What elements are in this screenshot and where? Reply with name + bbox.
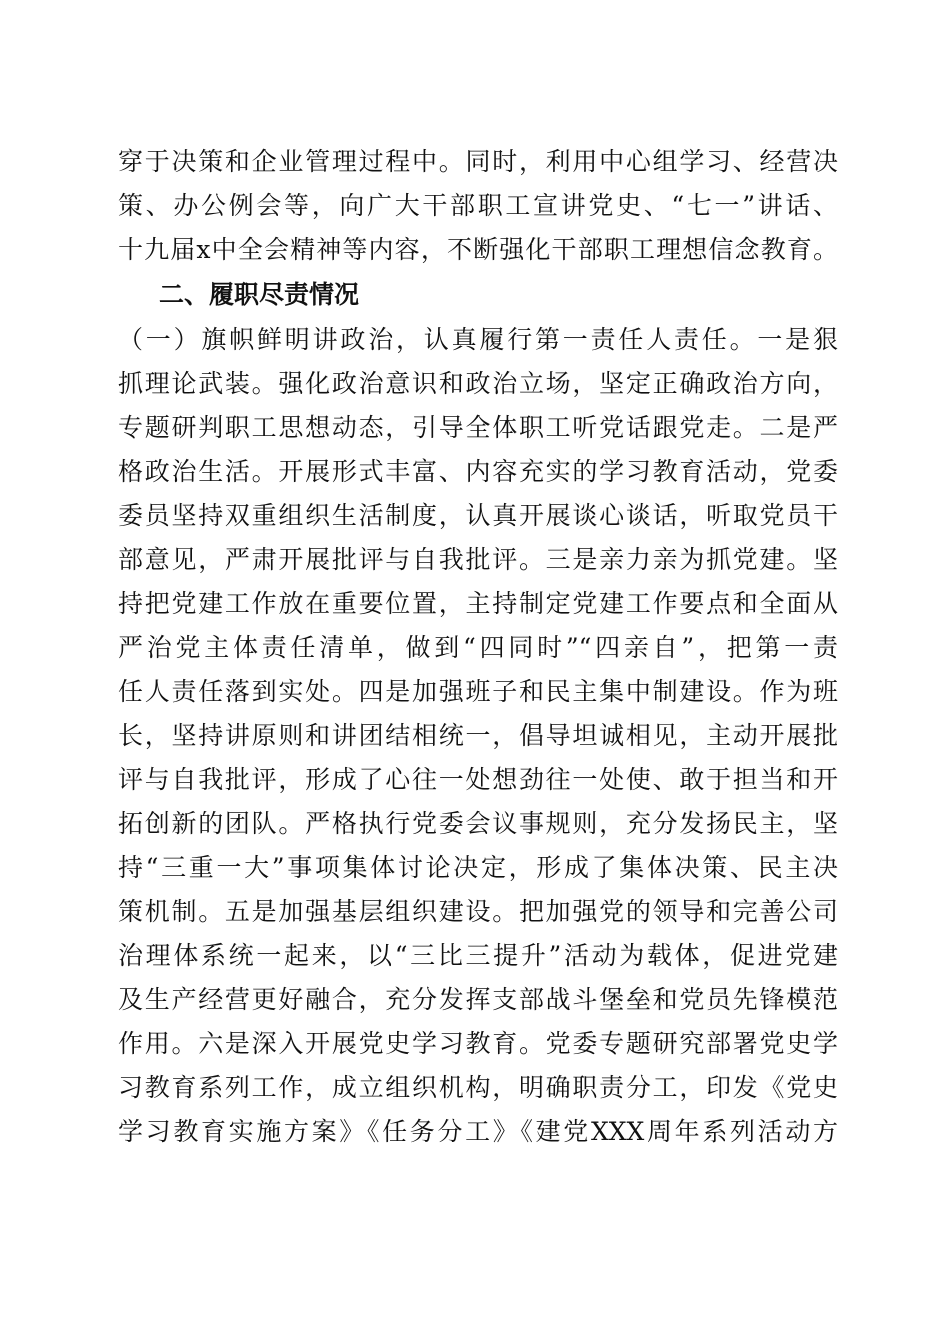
body-line-15: 治理体系统一起来，以“三比三提升”活动为载体，促进党建 <box>118 941 838 970</box>
body-line-12: 拓创新的团队。严格执行党委会议事规则，充分发扬民主，坚 <box>118 809 838 838</box>
section-heading: 二、履职尽责情况 <box>159 280 360 309</box>
body-line-2: 抓理论武装。强化政治意识和政治立场，坚定正确政治方向， <box>118 369 838 398</box>
intro-line-1: 穿于决策和企业管理过程中。同时，利用中心组学习、经营决 <box>118 147 838 176</box>
body-line-5: 委员坚持双重组织生活制度，认真开展谈心谈话，听取党员干 <box>118 501 838 530</box>
body-line-9: 任人责任落到实处。四是加强班子和民主集中制建设。作为班 <box>118 677 838 706</box>
body-line-8: 严治党主体责任清单，做到“四同时”“四亲自”，把第一责 <box>118 633 838 662</box>
intro-line-2: 策、办公例会等，向广大干部职工宣讲党史、“七一”讲话、 <box>118 191 838 220</box>
body-line-13: 持“三重一大”事项集体讨论决定，形成了集体决策、民主决 <box>118 853 838 882</box>
body-line-19: 学习教育实施方案》《任务分工》《建党XXX周年系列活动方 <box>118 1117 838 1146</box>
intro-line-3: 十九届x中全会精神等内容，不断强化干部职工理想信念教育。 <box>118 235 838 264</box>
body-line-11: 评与自我批评，形成了心往一处想劲往一处使、敢于担当和开 <box>118 765 838 794</box>
body-line-17: 作用。六是深入开展党史学习教育。党委专题研究部署党史学 <box>118 1029 838 1058</box>
body-line-1: （一）旗帜鲜明讲政治，认真履行第一责任人责任。一是狠 <box>118 325 838 354</box>
body-line-6: 部意见，严肃开展批评与自我批评。三是亲力亲为抓党建。坚 <box>118 545 838 574</box>
body-line-10: 长，坚持讲原则和讲团结相统一，倡导坦诚相见，主动开展批 <box>118 721 838 750</box>
body-line-16: 及生产经营更好融合，充分发挥支部战斗堡垒和党员先锋模范 <box>118 985 838 1014</box>
body-line-7: 持把党建工作放在重要位置，主持制定党建工作要点和全面从 <box>118 589 838 618</box>
body-line-14: 策机制。五是加强基层组织建设。把加强党的领导和完善公司 <box>118 897 838 926</box>
body-line-4: 格政治生活。开展形式丰富、内容充实的学习教育活动，党委 <box>118 457 838 486</box>
body-line-3: 专题研判职工思想动态，引导全体职工听党话跟党走。二是严 <box>118 413 838 442</box>
body-line-18: 习教育系列工作，成立组织机构，明确职责分工，印发《党史 <box>118 1073 838 1102</box>
